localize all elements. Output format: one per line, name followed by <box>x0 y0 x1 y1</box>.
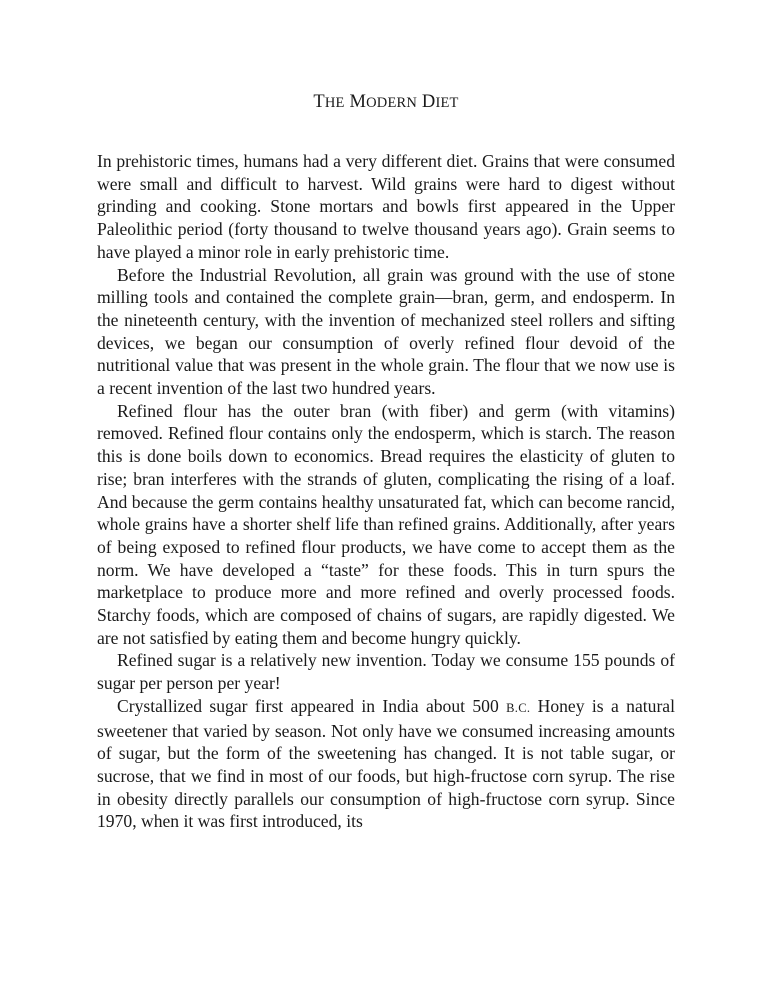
title-initial: D <box>421 92 436 112</box>
title-smallcaps: IET <box>435 95 459 111</box>
title-initial: T <box>313 92 325 112</box>
era-abbreviation: B.C. <box>506 700 531 715</box>
paragraph <box>97 695 675 833</box>
paragraph: In prehistoric times, humans had a very different diet. Grains that were consumed were small and difficult to harvest. Wild grains were hard to digest without grinding and cooking. Stone mortars and bowls first appeared in the Upper Paleolithic period (forty thousand to twelve thousand years ago). Grain seems to have played a minor role in early prehistoric time. <box>97 151 675 262</box>
body-text <box>97 150 675 833</box>
title-smallcaps: HE <box>324 95 345 111</box>
title-initial: M <box>349 92 367 112</box>
paragraph-text: Crystallized sugar first appeared in India about 500 <box>117 695 507 716</box>
paragraph: Refined flour has the outer bran (with fiber) and germ (with vitamins) removed. Refined flour contains only the endosperm, which is starch. The reason this is done boils down to economics. Bread requires the elasticity of gluten to rise; bran interferes with the strands of gluten, complicating the rising of a loaf. And because the germ contains healthy unsaturated fat, which can become rancid, whole grains have a shorter shelf life than refined grains. Additionally, after years of being exposed to refined flour products, we have come to accept them as the norm. We have developed a “taste” for these foods. This in turn spurs the marketplace to produce more and more refined and overly processed foods. Starchy foods, which are composed of chains of sugars, are rapidly digested. We are not satisfied by eating them and become hungry quickly. <box>97 400 675 648</box>
paragraph-text: Honey is a natural sweetener that varied by season. Not only have we consumed increasing amounts of sugar, but the form of the sweetening has changed. It is not table sugar, or sucrose, that we find in most of our foods, but high-fructose corn syrup. The rise in obesity directly parallels our consumption of high-fructose corn syrup. Since 1970, when it was first introduced, its <box>97 695 675 832</box>
chapter-title <box>0 92 772 113</box>
paragraph: Before the Industrial Revolution, all grain was ground with the use of stone milling tools and contained the complete grain—bran, germ, and endosperm. In the nineteenth century, with the invention of mechanized steel rollers and sifting devices, we began our consumption of overly refined flour devoid of the nutritional value that was present in the whole grain. The flour that we now use is a recent invention of the last two hundred years. <box>97 264 675 399</box>
paragraph: Refined sugar is a relatively new invention. Today we consume 155 pounds of sugar per person per year! <box>97 650 675 694</box>
title-smallcaps: ODERN <box>366 95 418 111</box>
